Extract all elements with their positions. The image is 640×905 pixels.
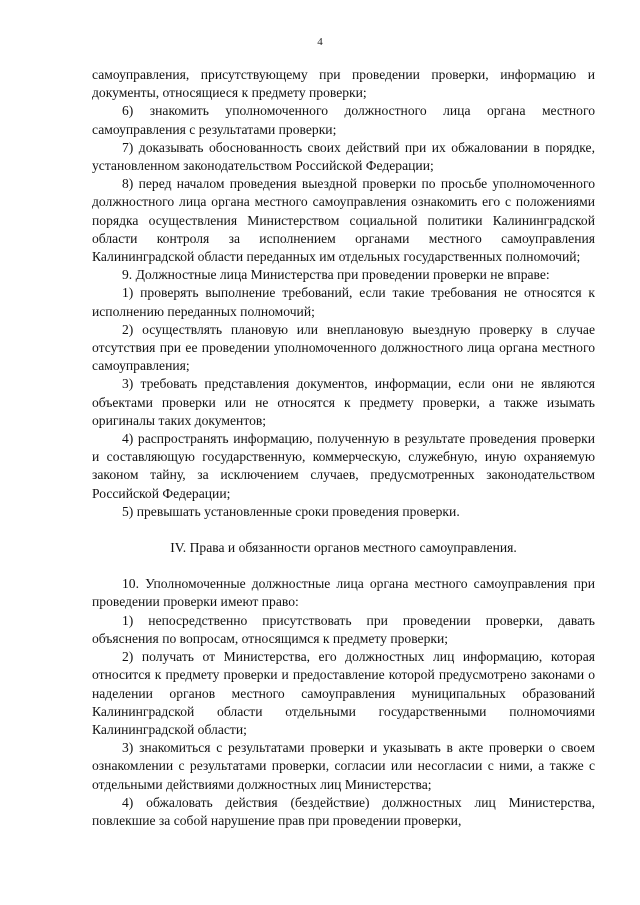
page-number: 4 [317,36,323,48]
paragraph: 4) обжаловать действия (бездействие) должностных лиц Министерства, повлекшие за собой нарушение прав при проведении проверки, [92,794,595,828]
paragraph: 1) проверять выполнение требований, если такие требования не относятся к исполнению переданных полномочий; [92,285,595,319]
paragraph: 8) перед началом проведения выездной проверки по просьбе уполномоченного должностного лица органа местного самоуправления ознакомить его с положениями порядка осуществления Министерством социальной политики Калининградской области контроля за исполнением органами местного самоуправления Калининградской области переданных им отдельных государственных полномочий; [92,176,595,265]
paragraph: 3) знакомиться с результатами проверки и указывать в акте проверки о своем ознакомлении с результатами проверки, согласии или несогласии с ними, а также с отдельными действиями должностных лиц Министерства; [92,740,595,792]
paragraph: самоуправления, присутствующему при проведении проверки, информацию и документы, относящиеся к предмету проверки; [92,67,595,101]
paragraph: 4) распространять информацию, полученную в результате проведения проверки и составляющую государственную, коммерческую, служебную, иную охраняемую законом тайну, за исключением случаев, предусмотренных законодательством Российской Федерации; [92,431,595,501]
paragraph: 6) знакомить уполномоченного должностного лица органа местного самоуправления с результатами проверки; [92,103,595,137]
document-body [92,66,595,830]
paragraphs-before [92,66,595,521]
paragraph: 7) доказывать обоснованность своих действий при их обжаловании в порядке, установленном законодательством Российской Федерации; [92,139,595,174]
paragraph: 9. Должностные лица Министерства при проведении проверки не вправе: [122,267,550,283]
paragraph: 5) превышать установленные сроки проведения проверки. [122,503,460,519]
paragraph: 1) непосредственно присутствовать при проведении проверки, давать объяснения по вопросам, относящимся к предмету проверки; [92,612,595,646]
section-heading: IV. Права и обязанности органов местного самоуправления. [170,540,517,556]
paragraph: 3) требовать представления документов, информации, если они не являются объектами проверки или не относятся к предмету проверки, а также изымать оригиналы таких документов; [92,376,595,428]
paragraphs-after [92,575,595,830]
paragraph: 10. Уполномоченные должностные лица органа местного самоуправления при проведении проверки имеют право: [92,576,595,610]
paragraph: 2) осуществлять плановую или внеплановую выездную проверку в случае отсутствия при ее проведении уполномоченного должностного лица органа местного самоуправления; [92,321,595,374]
paragraph: 2) получать от Министерства, его должностных лиц информацию, которая относится к предмету проверки и предоставление которой предусмотрено законами о наделении органов местного самоуправления муниципальных образований Калининградской области отдельными государственными полномочиями Калининградской области; [92,649,595,737]
